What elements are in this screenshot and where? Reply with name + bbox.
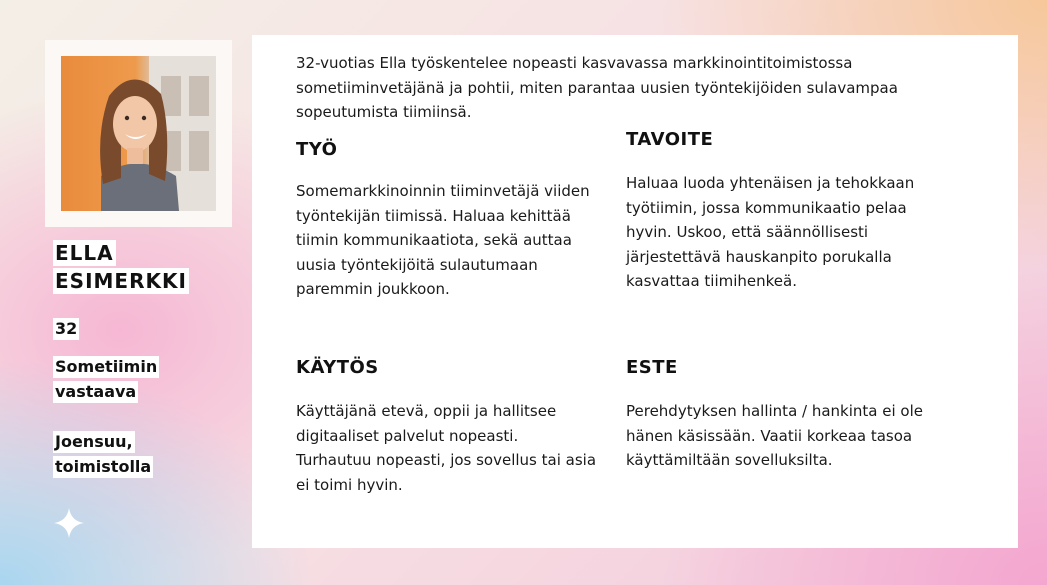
section-heading-este: ESTE xyxy=(626,357,678,378)
section-heading-tavoite: TAVOITE xyxy=(626,129,714,150)
location-line-1: Joensuu, xyxy=(55,432,133,451)
section-body-kaytos: Käyttäjänä etevä, oppii ja hallitsee digitaaliset palvelut nopeasti. Turhautuu nopeasti, jos sovellus tai asia ei toimi hyvin. xyxy=(296,402,597,494)
section-body-tyo: Somemarkkinoinnin tiiminvetäjä viiden työntekijän tiimissä. Haluaa kehittää tiimin kommunikaatiota, sekä auttaa uusia työntekijöitä sulautumaan paremmin joukkoon. xyxy=(296,182,590,298)
section-body-este: Perehdytyksen hallinta / hankinta ei ole hänen käsissään. Vaatii korkeaa tasoa käyttämiltään sovelluksilta. xyxy=(626,402,923,469)
profile-photo-frame xyxy=(45,40,232,227)
role-line-2: vastaava xyxy=(55,382,137,401)
name-first: ELLA xyxy=(55,241,114,265)
section-heading-kaytos: KÄYTÖS xyxy=(296,357,379,378)
profile-location xyxy=(53,431,153,481)
section-heading-tyo: TYÖ xyxy=(296,139,338,160)
role-line-1: Sometiimin xyxy=(55,357,158,376)
section-body-tavoite: Haluaa luoda yhtenäisen ja tehokkaan työtiimin, jossa kommunikaatio pelaa hyvin. Uskoo, että säännöllisesti järjestettävä hauskanpito porukalla kasvattaa tiimihenkeä. xyxy=(626,174,915,290)
portrait-illustration xyxy=(61,56,216,211)
persona-intro: 32-vuotias Ella työskentelee nopeasti kasvavassa markkinointitoimistossa sometiiminvetäjänä ja pohtii, miten parantaa uusien työntekijöiden sulavampaa sopeutumista tiimiinsä. xyxy=(296,54,898,121)
location-line-2: toimistolla xyxy=(55,457,152,476)
name-last: ESIMERKKI xyxy=(55,269,187,293)
profile-age xyxy=(53,318,79,343)
profile-name xyxy=(53,240,189,296)
persona-card xyxy=(252,35,1018,548)
sparkle-icon xyxy=(54,508,84,538)
age-value: 32 xyxy=(55,319,78,338)
profile-photo xyxy=(61,56,216,211)
profile-role xyxy=(53,356,159,406)
